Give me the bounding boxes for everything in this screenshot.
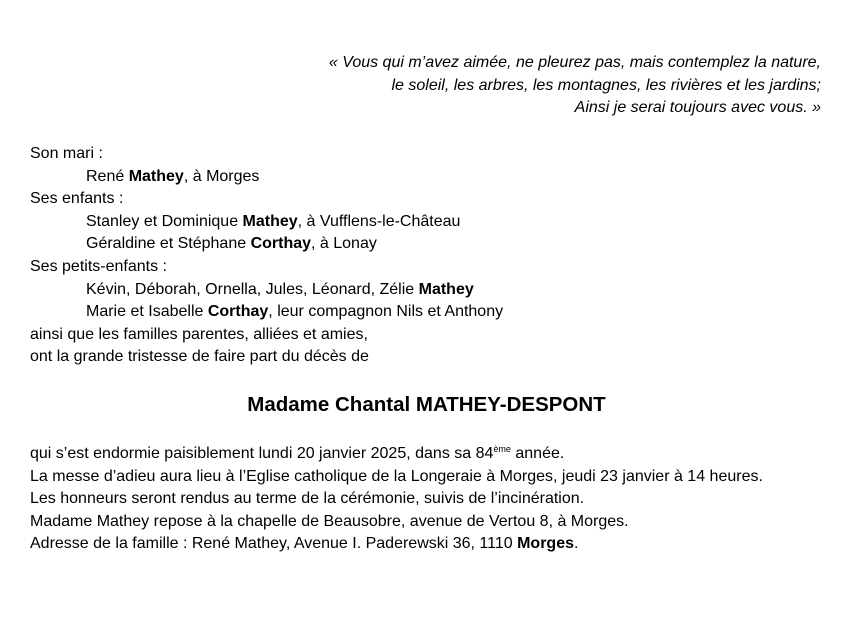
entry-prefix: Géraldine et Stéphane	[86, 235, 251, 253]
service-details	[30, 443, 763, 556]
entry-prefix: Stanley et Dominique	[86, 212, 243, 230]
entry-surname: Mathey	[128, 167, 184, 185]
details-text: année.	[510, 445, 565, 462]
details-line: Madame Mathey repose à la chapelle de Beausobre, avenue de Vertou 8, à Morges.	[30, 512, 629, 530]
entry-surname: Mathey	[418, 280, 474, 298]
details-line: La messe d’adieu aura lieu à l’Eglise catholique de la Longeraie à Morges, jeudi 23 janvier à 14 heures.	[30, 467, 763, 485]
details-text: Adresse de la famille : René Mathey, Avenue I. Paderewski 36, 1110	[30, 535, 518, 553]
details-text: qui s’est endormie paisiblement lundi 20 janvier 2025, dans sa 84	[30, 445, 494, 462]
husband-entry	[30, 166, 503, 189]
entry-surname: Corthay	[250, 235, 312, 253]
quote-line: « Vous qui m’avez aimée, ne pleurez pas, mais contemplez la nature,	[328, 54, 821, 71]
closing-line: ont la grande tristesse de faire part du décès de	[30, 348, 369, 366]
child-entry	[30, 211, 503, 234]
entry-surname: Corthay	[207, 303, 269, 321]
details-line	[30, 443, 763, 466]
grandchild-entry	[30, 301, 503, 324]
closing-line: ainsi que les familles parentes, alliées et amies,	[30, 325, 368, 343]
child-entry	[30, 233, 503, 256]
grandchildren-heading: Ses petits-enfants :	[30, 257, 167, 275]
deceased-name: Madame Chantal MATHEY-DESPONT	[247, 393, 606, 416]
entry-suffix: , à Morges	[183, 167, 260, 185]
grandchild-entry	[30, 279, 503, 302]
quote-line: Ainsi je serai toujours avec vous. »	[574, 99, 821, 116]
epigraph-quote	[329, 52, 821, 120]
entry-suffix: , à Lonay	[311, 235, 377, 253]
details-line	[30, 533, 763, 556]
children-heading: Ses enfants :	[30, 190, 124, 208]
entry-prefix: Kévin, Déborah, Ornella, Jules, Léonard, Zélie	[86, 280, 419, 298]
entry-suffix: , à Vufflens-le-Château	[297, 212, 461, 230]
entry-prefix: Marie et Isabelle	[86, 303, 208, 321]
entry-suffix: , leur compagnon Nils et Anthony	[268, 303, 504, 321]
details-line: Les honneurs seront rendus au terme de la cérémonie, suivis de l’incinération.	[30, 490, 585, 508]
quote-line: le soleil, les arbres, les montagnes, les rivières et les jardins;	[391, 76, 821, 94]
entry-surname: Mathey	[242, 212, 298, 230]
husband-heading: Son mari :	[30, 145, 103, 162]
details-text: .	[574, 535, 579, 553]
city-bold: Morges	[517, 535, 574, 553]
ordinal-superscript: ème	[493, 444, 511, 454]
entry-prefix: René	[86, 167, 129, 185]
family-list	[30, 143, 503, 369]
